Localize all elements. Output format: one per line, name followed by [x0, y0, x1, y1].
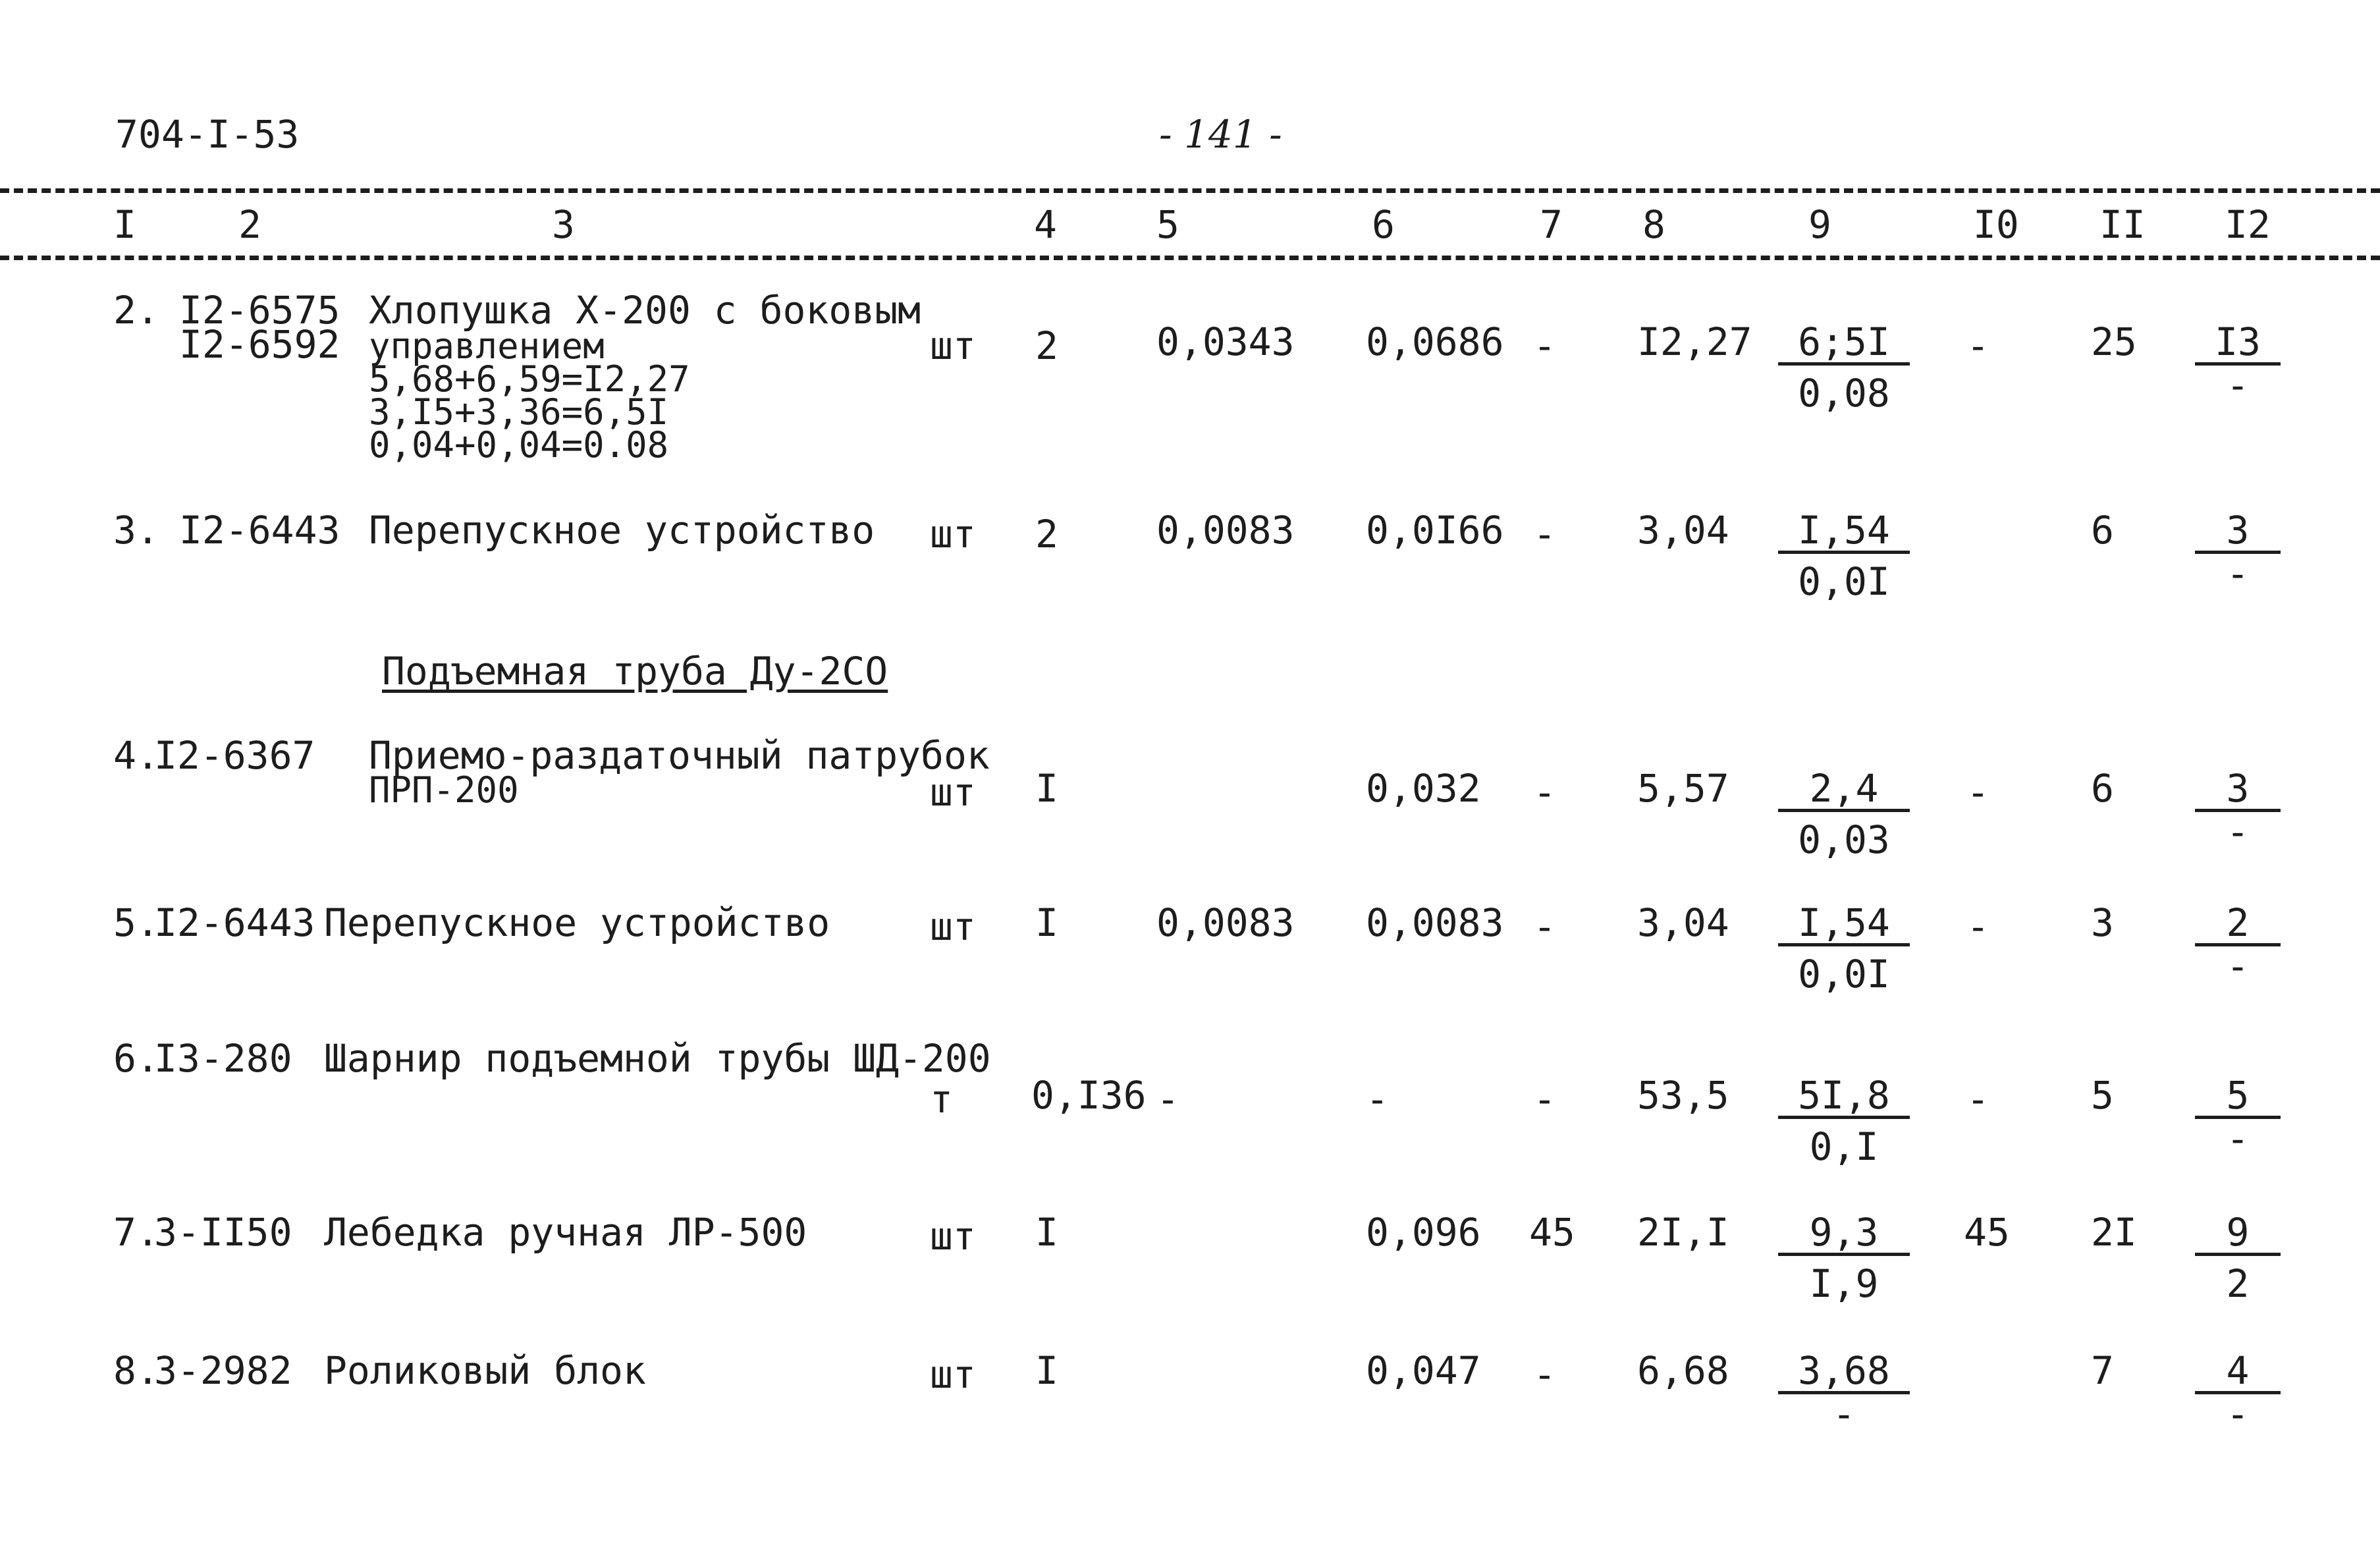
- row-number: 4.: [113, 733, 159, 778]
- cell-col-8: 2I,I: [1637, 1210, 1729, 1255]
- cell-col-7: -: [1533, 1077, 1556, 1122]
- cell-col-5: 0,0083: [1156, 508, 1295, 553]
- row-number: 5.: [113, 900, 159, 945]
- col-header-8: 8: [1642, 202, 1665, 247]
- cell-col-5: 0,0083: [1156, 900, 1295, 945]
- cell-col-11: 5: [2091, 1073, 2114, 1118]
- cell-col-4: I: [1035, 1348, 1058, 1393]
- cell-col-10: -: [1966, 770, 1989, 815]
- fraction-denominator: -: [2226, 363, 2250, 408]
- fraction-numerator: I,54: [1798, 508, 1890, 553]
- fraction-numerator: 3,68: [1798, 1348, 1890, 1393]
- fraction-denominator: 0,0I: [1798, 559, 1890, 604]
- cell-col-6: 0,0686: [1366, 319, 1504, 364]
- cell-col-8: 6,68: [1637, 1348, 1729, 1393]
- cell-col-4: I: [1035, 766, 1058, 811]
- page-number: - 141 -: [1159, 112, 1282, 157]
- cell-col-7: -: [1533, 770, 1556, 815]
- fraction-bar: [2195, 1253, 2281, 1256]
- unit: шт: [930, 1214, 976, 1259]
- col-header-11: II: [2099, 202, 2146, 247]
- cell-col-8: 3,04: [1637, 508, 1729, 553]
- row-number: 8.: [113, 1348, 159, 1393]
- row-name: Перепускное устройство: [324, 900, 830, 945]
- cell-col-6: 0,0I66: [1366, 508, 1504, 553]
- row-code: 3-II50: [154, 1210, 292, 1255]
- cell-col-10: -: [1966, 904, 1989, 949]
- cell-col-4: I: [1035, 1210, 1058, 1255]
- header-rule-bottom: [0, 256, 2380, 260]
- fraction-denominator: -: [2226, 944, 2250, 989]
- row-code-secondary: I2-6592: [179, 322, 340, 367]
- row-name-line: управлением: [369, 325, 605, 367]
- cell-col-7: -: [1533, 323, 1556, 368]
- fraction-denominator: 0,03: [1798, 817, 1890, 862]
- fraction-bar: [1778, 551, 1910, 554]
- fraction-numerator: 3: [2226, 766, 2250, 811]
- fraction-numerator: 9: [2226, 1210, 2250, 1255]
- cell-col-6: 0,032: [1366, 766, 1481, 811]
- row-name: Лебедка ручная ЛР-500: [324, 1210, 807, 1255]
- fraction-bar: [1778, 1253, 1910, 1256]
- cell-col-7: 45: [1529, 1210, 1575, 1255]
- cell-col-11: 7: [2091, 1348, 2114, 1393]
- row-code: 3-2982: [154, 1348, 292, 1393]
- col-header-1: I: [113, 202, 136, 247]
- row-name-line: 3,I5+3,36=6,5I: [369, 391, 669, 433]
- col-header-7: 7: [1540, 202, 1563, 247]
- fraction-denominator: -: [2226, 1116, 2250, 1161]
- fraction-bar: [1778, 362, 1910, 366]
- row-name: Хлопушка Х-200 с боковым: [369, 288, 921, 333]
- col-header-3: 3: [552, 202, 575, 247]
- fraction-numerator: 6;5I: [1798, 319, 1890, 364]
- row-name: Шарнир подъемной трубы ШД-200: [324, 1036, 991, 1081]
- cell-col-6: 0,096: [1366, 1210, 1481, 1255]
- fraction-numerator: I3: [2215, 319, 2261, 364]
- unit: шт: [930, 904, 976, 949]
- cell-col-4: I: [1035, 900, 1058, 945]
- cell-col-8: 53,5: [1637, 1073, 1729, 1118]
- row-name: Роликовый блок: [324, 1348, 646, 1393]
- cell-col-10: -: [1966, 323, 1989, 368]
- fraction-numerator: 5I,8: [1798, 1073, 1890, 1118]
- cell-col-10: 45: [1964, 1210, 2010, 1255]
- document-code: 704-I-53: [115, 112, 300, 157]
- fraction-numerator: 2: [2226, 900, 2250, 945]
- fraction-denominator: I,9: [1809, 1261, 1879, 1306]
- cell-col-4: 0,I36: [1031, 1073, 1147, 1118]
- col-header-4: 4: [1034, 202, 1057, 247]
- col-header-9: 9: [1808, 202, 1831, 247]
- row-name-line: 5,68+6,59=I2,27: [369, 358, 690, 400]
- row-name: Перепускное устройство: [369, 508, 875, 553]
- fraction-denominator: -: [2226, 809, 2250, 854]
- fraction-bar: [1778, 1116, 1910, 1119]
- fraction-denominator: 2: [2226, 1261, 2250, 1306]
- cell-col-10: -: [1966, 1077, 1989, 1122]
- cell-col-11: 3: [2091, 900, 2114, 945]
- row-code: I2-6575: [179, 288, 340, 333]
- fraction-numerator: 4: [2226, 1348, 2250, 1393]
- cell-col-11: 6: [2091, 766, 2114, 811]
- row-code: I2-6443: [179, 508, 340, 553]
- row-name-line: 0,04+0,04=0.08: [369, 424, 669, 466]
- unit: шт: [930, 1352, 976, 1397]
- row-number: 3.: [113, 508, 159, 553]
- cell-col-5: -: [1156, 1077, 1179, 1122]
- fraction-bar: [1778, 809, 1910, 812]
- row-code: I2-6443: [154, 900, 315, 945]
- unit: шт: [930, 512, 976, 557]
- row-name: Приемо-раздаточный патрубок: [369, 733, 990, 778]
- col-header-12: I2: [2225, 202, 2271, 247]
- fraction-numerator: 2,4: [1809, 766, 1879, 811]
- col-header-5: 5: [1156, 202, 1179, 247]
- fraction-denominator: -: [2226, 551, 2250, 596]
- cell-col-11: 6: [2091, 508, 2114, 553]
- row-number: 6.: [113, 1036, 159, 1081]
- cell-col-7: -: [1533, 1352, 1556, 1397]
- fraction-denominator: 0,I: [1809, 1124, 1879, 1169]
- row-number: 2.: [113, 288, 159, 333]
- row-number: 7.: [113, 1210, 159, 1255]
- fraction-denominator: -: [1832, 1392, 1856, 1436]
- col-header-2: 2: [238, 202, 261, 247]
- fraction-denominator: 0,0I: [1798, 952, 1890, 996]
- col-header-6: 6: [1372, 202, 1395, 247]
- fraction-numerator: 5: [2226, 1073, 2250, 1118]
- row-name-line: ПРП-200: [369, 769, 519, 811]
- cell-col-4: 2: [1035, 512, 1058, 557]
- cell-col-5: 0,0343: [1156, 319, 1295, 364]
- row-code: I3-280: [154, 1036, 292, 1081]
- cell-col-6: 0,047: [1366, 1348, 1481, 1393]
- col-header-10: I0: [1973, 202, 2019, 247]
- cell-col-7: -: [1533, 512, 1556, 557]
- header-rule-top: [0, 188, 2380, 193]
- cell-col-6: -: [1366, 1077, 1389, 1122]
- section-title: Подъемная труба Ду-2СО: [382, 649, 888, 694]
- cell-col-8: I2,27: [1637, 319, 1752, 364]
- cell-col-4: 2: [1035, 323, 1058, 368]
- unit: шт: [930, 770, 976, 815]
- fraction-denominator: -: [2226, 1392, 2250, 1436]
- row-code: I2-6367: [154, 733, 315, 778]
- cell-col-8: 5,57: [1637, 766, 1729, 811]
- unit: шт: [930, 323, 976, 368]
- cell-col-7: -: [1533, 904, 1556, 949]
- fraction-numerator: 9,3: [1809, 1210, 1879, 1255]
- unit: т: [930, 1077, 953, 1122]
- fraction-denominator: 0,08: [1798, 371, 1890, 416]
- cell-col-11: 2I: [2091, 1210, 2137, 1255]
- cell-col-6: 0,0083: [1366, 900, 1504, 945]
- fraction-numerator: 3: [2226, 508, 2250, 553]
- fraction-numerator: I,54: [1798, 900, 1890, 945]
- fraction-bar: [1778, 943, 1910, 946]
- cell-col-11: 25: [2091, 319, 2137, 364]
- cell-col-8: 3,04: [1637, 900, 1729, 945]
